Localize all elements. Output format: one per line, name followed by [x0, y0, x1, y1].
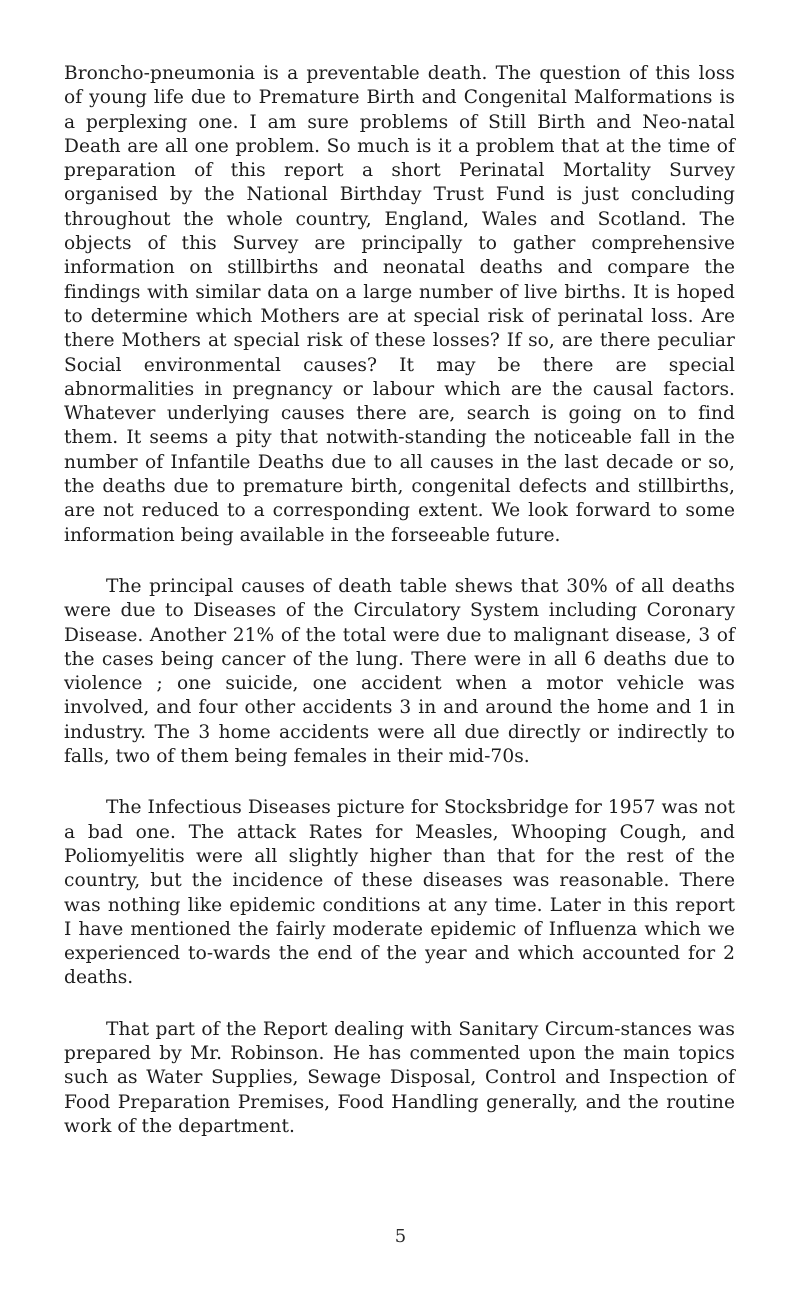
page-body: [64, 62, 735, 1139]
paragraph-infectious-diseases: The Infectious Diseases picture for Stocksbridge for 1957 was not a bad one. The attack Rates for Measles, Whooping Cough, and Poliomyelitis were all slightly higher than that for the rest of the country, but the incidence of these diseases was reasonable. There was nothing like epidemic conditions at any time. Later in this report I have mentioned the fairly moderate epidemic of Influenza which we experienced to-wards the end of the year and which accounted for 2 deaths.: [64, 797, 735, 989]
paragraph-sanitary-circumstances: That part of the Report dealing with Sanitary Circum-stances was prepared by Mr. Robinson. He has commented upon the main topics such as Water Supplies, Sewage Disposal, Control and Inspection of Food Preparation Premises, Food Handling generally, and the routine work of the department.: [64, 1018, 735, 1137]
paragraph-causes-of-death: The principal causes of death table shews that 30% of all deaths were due to Diseases of the Circulatory System including Coronary Disease. Another 21% of the total were due to malignant disease, 3 of the cases being cancer of the lung. There were in all 6 deaths due to violence ; one suicide, one accident when a motor vehicle was involved, and four other accidents 3 in and around the home and 1 in industry. The 3 home accidents were all due directly or indirectly to falls, two of them being females in their mid-70s.: [64, 575, 735, 768]
page-number: 5: [394, 1226, 407, 1247]
paragraph-perinatal-mortality: Broncho-pneumonia is a preventable death. The question of this loss of young life due to Premature Birth and Congenital Malformations is a perplexing one. I am sure problems of Still Birth and Neo-natal Death are all one problem. So much is it a problem that at the time of preparation of this report a short Perinatal Mortality Survey organised by the National Birthday Trust Fund is just concluding throughout the whole country, England, Wales and Scotland. The objects of this Survey are principally to gather comprehensive information on stillbirths and neonatal deaths and compare the findings with similar data on a large number of live births. It is hoped to determine which Mothers are at special risk of perinatal loss. Are there Mothers at special risk of these losses? If so, are there peculiar Social environmental causes? It may be there are special abnormalities in pregnancy or labour which are the causal factors. Whatever underlying causes there are, search is going on to find them. It seems a pity that notwith-standing the noticeable fall in the number of Infantile Deaths due to all causes in the last decade or so, the deaths due to premature birth, congenital defects and stillbirths, are not reduced to a corresponding extent. We look forward to some information being available in the forseeable future.: [64, 63, 735, 546]
